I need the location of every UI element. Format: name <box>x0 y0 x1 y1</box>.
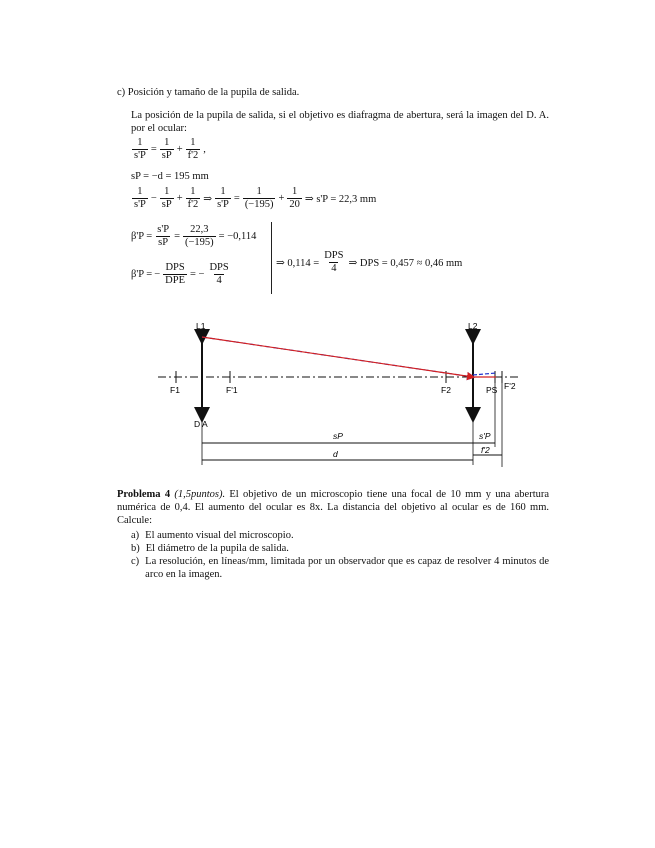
problem-4-item-c: c) La resolución, en líneas/mm, limitada por un observador que es capaz de resolver 4 minutos de arco en la imagen. <box>131 556 549 580</box>
label-sp: sP <box>333 431 343 441</box>
equation-2: sP = −d = 195 mm <box>131 171 209 182</box>
equation-6: ⇒ 0,114 = $\frac{\text{DPS}}{4}$ ⇒ DPS = 0,457 ≈ 0,46 mm <box>276 250 463 274</box>
label-f2p-dim: f'2 <box>481 445 490 455</box>
label-da: D A <box>194 419 208 429</box>
equation-3: $\frac{1}{s'P}$ − $\frac{1}{sP}$ + $\frac{1}{f'2}$ ⇒ $\frac{1}{s'P}$ = $\frac{1}{(-195)}$ + $\frac{1}{20}$ ⇒ s'P = 22,3 mm <box>134 186 377 210</box>
equation-4: β'P = $\frac{s'P}{sP}$ = $\frac{22,3}{(-195)}$ = −0,114 <box>131 224 257 248</box>
ray-blue-out <box>473 373 496 375</box>
problem-4-items <box>131 529 549 581</box>
label-ps: PS <box>486 385 498 395</box>
label-f1p: F'1 <box>226 385 238 395</box>
problem-4-points: (1,5puntos). <box>174 489 226 500</box>
problem-4-title: Problema 4 <box>117 489 171 500</box>
problem-4-text: El objetivo de un microscopio tiene una focal de 10 mm y una abertura numérica de 0,4. El aumento del ocular es 8x. La distancia del objetivo al ocular es de 160 mm. Calcule: <box>117 489 550 526</box>
problem-4-item-b: b) El diámetro de la pupila de salida. <box>131 543 289 554</box>
label-f1: F1 <box>170 385 180 395</box>
label-spp: s'P <box>479 431 491 441</box>
label-f2: F2 <box>441 385 451 395</box>
problem-4-item-a: a) El aumento visual del microscopio. <box>131 530 294 541</box>
problem-4-statement <box>117 488 549 527</box>
section-c-intro: La posición de la pupila de salida, si el objetivo es diafragma de abertura, será la imagen del D. A. por el ocular: <box>131 110 549 134</box>
ray-red <box>202 337 473 377</box>
label-d: d <box>333 449 338 459</box>
label-l2: L2 <box>468 321 478 331</box>
section-c-heading: c) Posición y tamaño de la pupila de salida. <box>117 87 300 98</box>
equation-5: β'P = − $\frac{\text{DPS}}{\text{DPE}}$ = − $\frac{\text{DPS}}{4}$ <box>131 262 229 286</box>
label-f2p: F'2 <box>504 381 516 391</box>
equation-brace-block <box>131 222 272 294</box>
equation-1: $\frac{1}{s'P}$ = $\frac{1}{sP}$ + $\frac{1}{f'2}$ , <box>134 137 206 161</box>
optical-diagram <box>150 315 530 475</box>
label-l1: L1 <box>196 321 206 331</box>
